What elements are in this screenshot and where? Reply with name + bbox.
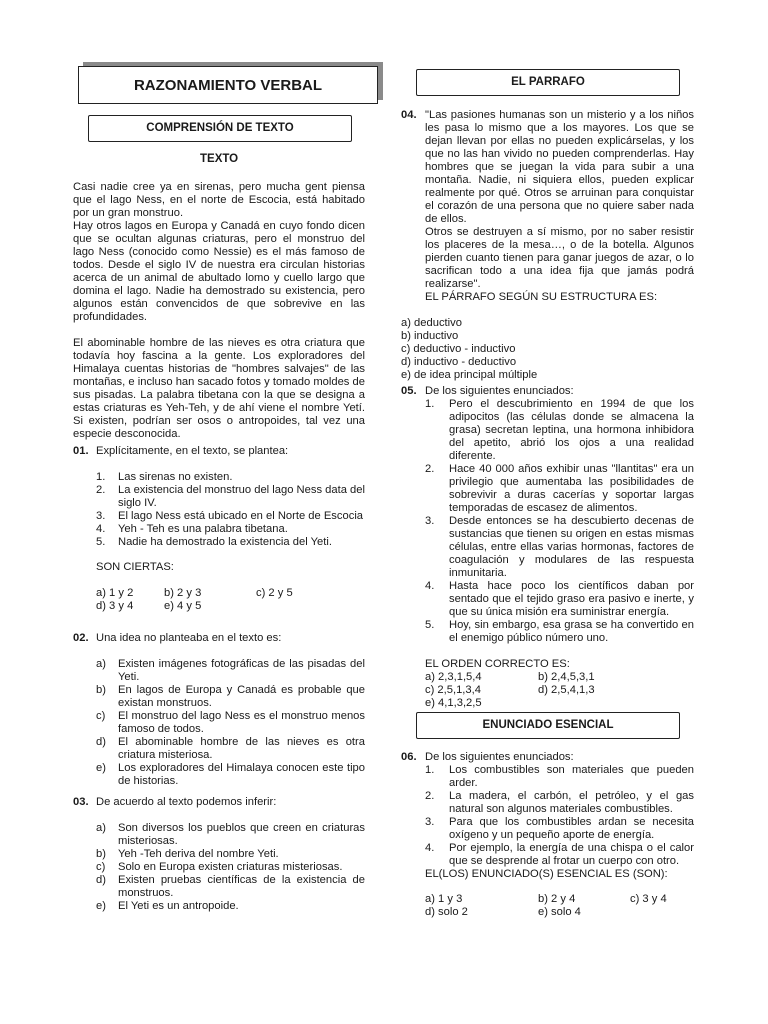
list-item[interactable] <box>96 822 365 848</box>
option-d[interactable]: d) 3 y 4 <box>96 600 134 612</box>
item-key: 4. <box>96 523 106 535</box>
statement-list <box>425 398 694 645</box>
list-item <box>96 510 365 523</box>
section-heading-comprension: COMPRENSIÓN DE TEXTO <box>88 115 352 142</box>
item-text: La existencia del monstruo del lago Ness data del siglo IV. <box>118 484 365 509</box>
answer-prompt: SON CIERTAS: <box>96 561 174 573</box>
question-passage: Otros se destruyen a sí mismo, por no saber resistir los placeres de la mesa…, o de la botella. Algunos pierden cuanto tienen para ganar juegos de azar, o lo sacrifican todo a una idea fija que jamás podrá realizarse". <box>425 226 694 290</box>
item-text: Nadie ha demostrado la existencia del Yeti. <box>118 536 332 548</box>
question-02 <box>73 632 365 788</box>
item-text: Por ejemplo, la energía de una chispa o el calor que se desprende al frotar un cuerpo con otro. <box>449 842 694 867</box>
item-key: 1. <box>425 398 435 410</box>
texto-heading: TEXTO <box>200 153 239 165</box>
item-key: a) <box>96 658 106 670</box>
question-stem: Explícitamente, en el texto, se plantea: <box>96 445 289 457</box>
item-key: 4. <box>425 842 435 854</box>
option-b[interactable]: b) inductivo <box>401 330 459 342</box>
list-item <box>425 790 694 816</box>
item-key: 1. <box>425 764 435 776</box>
item-text: Las sirenas no existen. <box>118 471 233 483</box>
option-a[interactable]: a) 2,3,1,5,4 <box>425 671 482 683</box>
list-item[interactable] <box>96 762 365 788</box>
list-item[interactable] <box>96 736 365 762</box>
item-key: 5. <box>96 536 106 548</box>
question-06 <box>401 751 694 919</box>
section-heading-parrafo: EL PARRAFO <box>416 69 680 96</box>
answer-options <box>96 587 365 613</box>
option-b[interactable]: b) 2,4,5,3,1 <box>538 671 595 683</box>
item-key: 2. <box>96 484 106 496</box>
item-text: En lagos de Europa y Canadá es probable que existan monstruos. <box>118 684 365 709</box>
option-e[interactable]: e) solo 4 <box>538 906 581 918</box>
question-stem: De acuerdo al texto podemos inferir: <box>96 796 277 808</box>
item-text: Pero el descubrimiento en 1994 de que los adipocitos (las células donde se almacena la grasa) secretan leptina, una hormona inhibidora del apetito, abrió los ojos a una realidad diferente. <box>449 398 694 462</box>
list-item[interactable] <box>96 658 365 684</box>
item-text: Existen imágenes fotográficas de las pisadas del Yeti. <box>118 658 365 683</box>
item-key: 3. <box>96 510 106 522</box>
question-passage: "Las pasiones humanas son un misterio y a los niños les pasa lo mismo que a los mayores. Los que se dejan llevan por ellas no pueden explicárselas, y los que no las han vivido no pueden comprenderlas. Hay hombres que se juegan la vida para subir a una montaña. Nadie, ni siquiera ellos, pueden explicar realmente por qué. Otros se arruinan para conquistar el corazón de una persona que no quiere saber nada de ellos. <box>425 109 694 225</box>
question-stem: De los siguientes enunciados: <box>425 385 574 397</box>
item-text: La madera, el carbón, el petróleo, y el gas natural son algunos materiales combustibles. <box>449 790 694 815</box>
item-text: Los exploradores del Himalaya conocen este tipo de historias. <box>118 762 365 787</box>
item-text: El Yeti es un antropoide. <box>118 900 239 912</box>
option-c[interactable]: c) 2,5,1,3,4 <box>425 684 481 696</box>
item-text: Hoy, sin embargo, esa grasa se ha convertido en el enemigo público número uno. <box>449 619 694 644</box>
option-b[interactable]: b) 2 y 4 <box>538 893 576 905</box>
passage-paragraph: Hay otros lagos en Europa y Canadá en cuyo fondo dicen que se ocultan algunas criaturas, pero el monstruo del lago Ness (conocido como Nessie) es el más famoso de todos. Desde el siglo IV de nuestra era circulan historias acerca de un animal de abultado lomo y cuello largo que domina el lago. Nadie ha demostrado su existencia, pero algunos están convencidos de que sobrevive en las profundidades. <box>73 220 365 323</box>
list-item[interactable] <box>96 874 365 900</box>
list-item <box>96 471 365 484</box>
option-a[interactable]: a) deductivo <box>401 317 462 329</box>
option-d[interactable]: d) solo 2 <box>425 906 468 918</box>
question-01 <box>73 445 365 613</box>
answer-options <box>425 671 694 710</box>
list-item <box>425 619 694 645</box>
list-item[interactable] <box>96 900 365 913</box>
item-text: Solo en Europa existen criaturas misteriosas. <box>118 861 343 873</box>
item-key: e) <box>96 762 106 774</box>
answer-prompt: EL(LOS) ENUNCIADO(S) ESENCIAL ES (SON): <box>425 868 668 880</box>
item-key: 1. <box>96 471 106 483</box>
option-d[interactable]: d) inductivo - deductivo <box>401 356 517 368</box>
list-item <box>425 764 694 790</box>
question-number: 03. <box>73 796 89 808</box>
list-item <box>425 463 694 515</box>
option-list <box>96 658 365 788</box>
answer-prompt: EL PÁRRAFO SEGÚN SU ESTRUCTURA ES: <box>425 291 658 303</box>
option-b[interactable]: b) 2 y 3 <box>164 587 202 599</box>
item-text: Son diversos los pueblos que creen en criaturas misteriosas. <box>118 822 365 847</box>
list-item <box>96 523 365 536</box>
answer-options <box>401 317 694 382</box>
statement-list <box>96 471 365 549</box>
question-number: 02. <box>73 632 89 644</box>
option-c[interactable]: c) 3 y 4 <box>630 893 667 905</box>
list-item <box>425 515 694 580</box>
list-item <box>96 536 365 549</box>
option-a[interactable]: a) 1 y 3 <box>425 893 463 905</box>
item-key: 2. <box>425 463 435 475</box>
item-key: 2. <box>425 790 435 802</box>
option-c[interactable]: c) deductivo - inductivo <box>401 343 516 355</box>
list-item <box>425 398 694 463</box>
item-key: d) <box>96 874 106 886</box>
item-text: Existen pruebas científicas de la existencia de monstruos. <box>118 874 365 899</box>
item-key: 5. <box>425 619 435 631</box>
item-text: Hasta hace poco los científicos daban por sentado que el tejido graso era pasivo e inerte, y que su única misión era suministrar energía. <box>449 580 694 618</box>
page-title: RAZONAMIENTO VERBAL <box>78 66 378 104</box>
question-number: 05. <box>401 385 417 397</box>
item-key: d) <box>96 736 106 748</box>
section-heading-enunciado: ENUNCIADO ESENCIAL <box>416 712 680 739</box>
list-item <box>96 484 365 510</box>
item-text: Para que los combustibles ardan se necesita oxígeno y un pequeño aporte de energía. <box>449 816 694 841</box>
item-key: b) <box>96 684 106 696</box>
question-stem: De los siguientes enunciados: <box>425 751 574 763</box>
item-key: b) <box>96 848 106 860</box>
option-list <box>96 822 365 913</box>
item-text: Los combustibles son materiales que pueden arder. <box>449 764 694 789</box>
passage-paragraph: El abominable hombre de las nieves es otra criatura que todavía hoy fascina a la gente. Los exploradores del Himalaya cuentas historias de "hombres salvajes" de las montañas, e incluso han sacado fotos y tomado moldes de sus pisadas. La palabra tibetana con la que se designa a estas criaturas es Yeh-Teh, y de ahí viene el nombre Yetí. Si existen, podrían ser osos o antropoides, tal vez una especie desconocida. <box>73 337 365 440</box>
item-text: Yeh -Teh deriva del nombre Yeti. <box>118 848 279 860</box>
option-c[interactable]: c) 2 y 5 <box>256 587 293 599</box>
list-item[interactable] <box>96 710 365 736</box>
item-key: 4. <box>425 580 435 592</box>
item-text: El abominable hombre de las nieves es otra criatura misteriosa. <box>118 736 365 761</box>
item-text: Hace 40 000 años exhibir unas "llantitas" era un privilegio que aumentaba las posibilidades de sobrevivir a duras cacerías y soportar largas temporadas de escasez de alimentos. <box>449 463 694 514</box>
option-e[interactable]: e) de idea principal múltiple <box>401 369 538 381</box>
option-e[interactable]: e) 4 y 5 <box>164 600 202 612</box>
option-d[interactable]: d) 2,5,4,1,3 <box>538 684 595 696</box>
item-key: 3. <box>425 515 435 527</box>
question-number: 01. <box>73 445 89 457</box>
item-key: a) <box>96 822 106 834</box>
option-a[interactable]: a) 1 y 2 <box>96 587 134 599</box>
item-key: c) <box>96 861 106 873</box>
question-stem: Una idea no planteaba en el texto es: <box>96 632 282 644</box>
item-text: El monstruo del lago Ness es el monstruo menos famoso de todos. <box>118 710 365 735</box>
item-text: El lago Ness está ubicado en el Norte de Escocia <box>118 510 364 522</box>
question-number: 06. <box>401 751 417 763</box>
list-item <box>425 816 694 842</box>
list-item <box>425 580 694 619</box>
list-item[interactable] <box>96 848 365 861</box>
option-e[interactable]: e) 4,1,3,2,5 <box>425 697 482 709</box>
item-text: Yeh - Teh es una palabra tibetana. <box>118 523 288 535</box>
question-04 <box>401 109 694 382</box>
list-item[interactable] <box>96 861 365 874</box>
item-key: c) <box>96 710 106 722</box>
list-item <box>425 842 694 868</box>
question-05 <box>401 385 694 710</box>
item-key: e) <box>96 900 106 912</box>
statement-list <box>425 764 694 868</box>
question-03 <box>73 796 365 913</box>
answer-options <box>425 893 694 919</box>
item-key: 3. <box>425 816 435 828</box>
item-text: Desde entonces se ha descubierto decenas de sustancias que tienen su origen en estas mismas células, entre ellas varias hormonas, factores de coagulación y modulares de las respuesta inmunitaria. <box>449 515 694 579</box>
question-number: 04. <box>401 109 417 121</box>
passage-paragraph: Casi nadie cree ya en sirenas, pero mucha gent piensa que el lago Ness, en el norte de Escocia, está habitado por un gran monstruo. <box>73 181 365 219</box>
answer-prompt: EL ORDEN CORRECTO ES: <box>425 658 570 670</box>
list-item[interactable] <box>96 684 365 710</box>
reading-passage <box>73 181 365 441</box>
